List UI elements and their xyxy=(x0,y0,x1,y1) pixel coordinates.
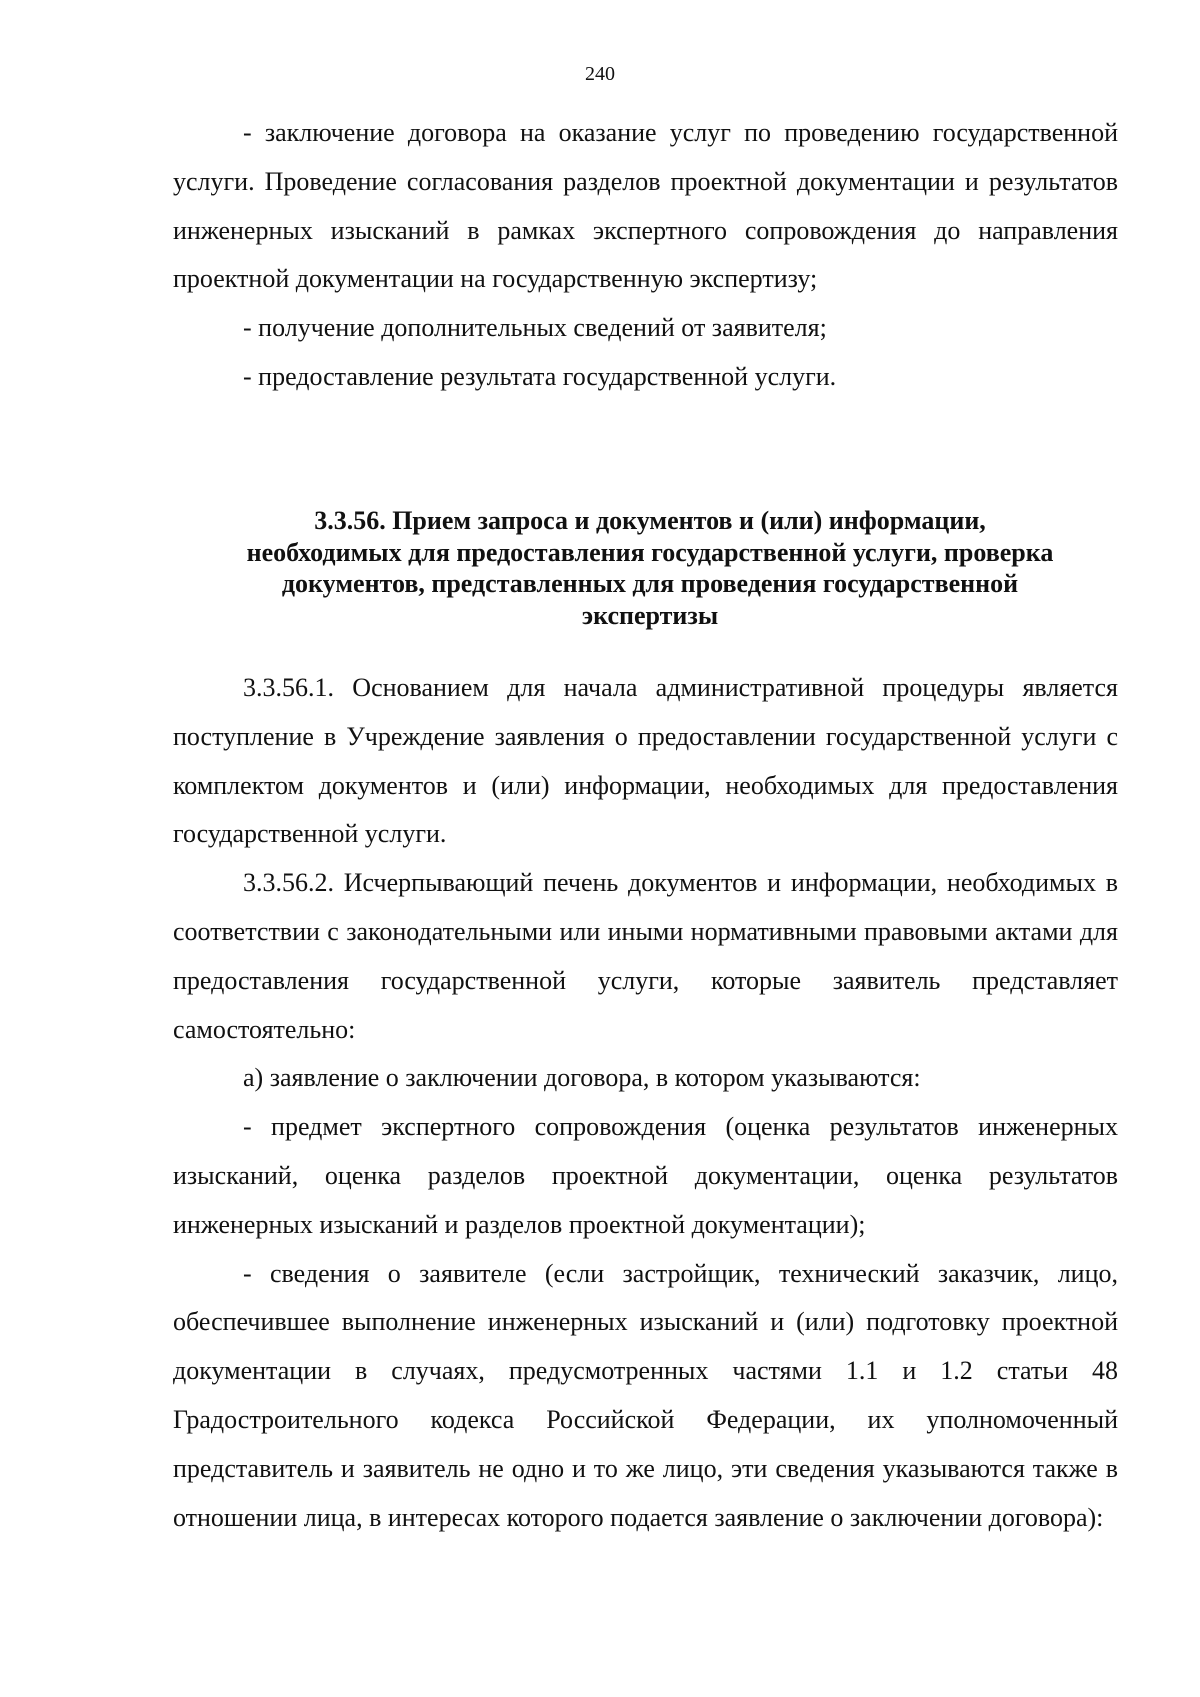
section-heading-line: экспертизы xyxy=(581,600,719,630)
paragraph-3-3-56-1: 3.3.56.1. Основанием для начала административной процедуры является поступление в Учреждение заявления о предоставлении государственной услуги с комплектом документов и (или) информации, необходимых для предоставления государственной услуги. xyxy=(173,673,1118,849)
top-text-block xyxy=(173,109,1118,402)
paragraph-item-a: а) заявление о заключении договора, в котором указываются: xyxy=(243,1063,921,1093)
section-heading xyxy=(190,505,1110,631)
paragraph-additional-info: - получение дополнительных сведений от заявителя; xyxy=(243,313,827,343)
paragraph-subject: - предмет экспертного сопровождения (оценка результатов инженерных изысканий, оценка разделов проектной документации, оценка результатов инженерных изысканий и разделов проектной документации); xyxy=(173,1112,1118,1239)
page-number: 240 xyxy=(585,63,615,85)
section-heading-line: 3.3.56. Прием запроса и документов и (или) информации, xyxy=(314,506,986,535)
section-heading-line: необходимых для предоставления государственной услуги, проверка xyxy=(246,537,1054,567)
paragraph-applicant-info: - сведения о заявителе (если застройщик, технический заказчик, лицо, обеспечившее выполнение инженерных изысканий и (или) подготовку проектной документации в случаях, предусмотренных частями 1.1 и 1.2 статьи 48 Градостроительного кодекса Российской Федерации, их уполномоченный представитель и заявитель не одно и то же лицо, эти сведения указываются также в отношении лица, в интересах которого подается заявление о заключении договора): xyxy=(173,1258,1118,1532)
paragraph-result-provision: - предоставление результата государственной услуги. xyxy=(243,361,837,391)
paragraph-contract-conclusion: - заключение договора на оказание услуг по проведению государственной услуги. Проведение согласования разделов проектной документации и результатов инженерных изысканий в рамках экспертного сопровождения до направления проектной документации на государственную экспертизу; xyxy=(173,118,1118,294)
bottom-text-block xyxy=(173,664,1118,1542)
section-heading-line: документов, представленных для проведения государственной xyxy=(281,569,1019,598)
paragraph-3-3-56-2: 3.3.56.2. Исчерпывающий печень документов и информации, необходимых в соответствии с законодательными или иными нормативными правовыми актами для предоставления государственной услуги, которые заявитель представляет самостоятельно: xyxy=(173,868,1118,1044)
